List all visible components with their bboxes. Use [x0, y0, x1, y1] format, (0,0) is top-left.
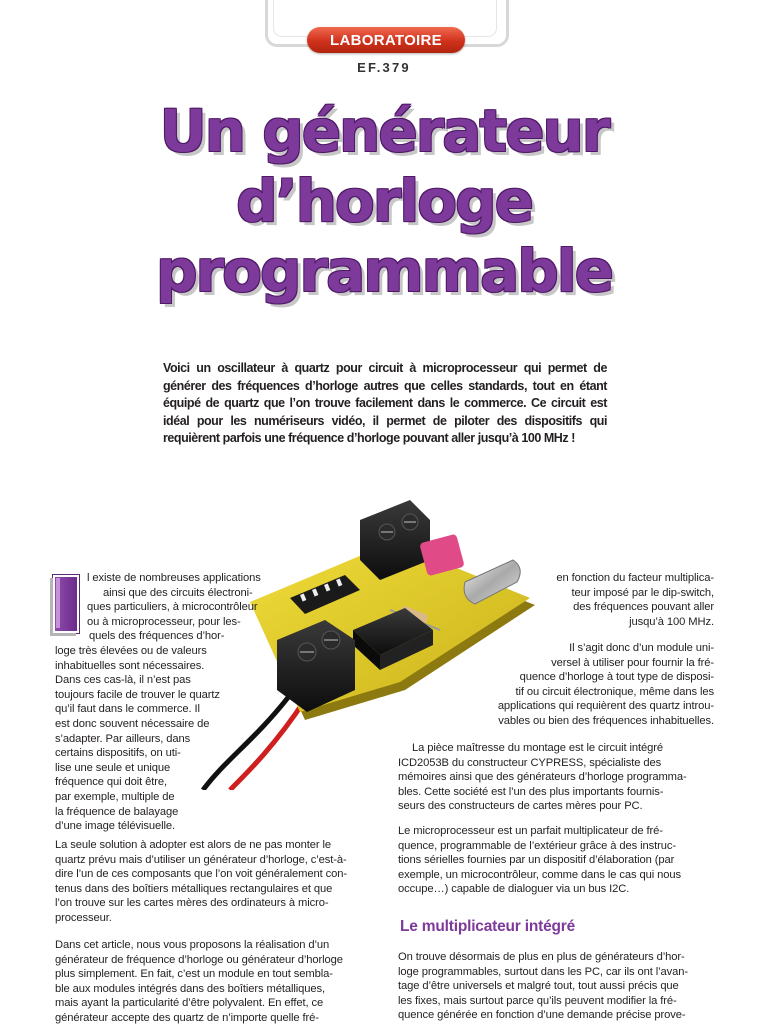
text-line: tif ou circuit électronique, même dans les [515, 685, 714, 698]
left-column-intro-cont [55, 644, 295, 834]
text-line: inhabituelles sont nécessaires. [55, 659, 205, 672]
title-line: programmable [156, 237, 612, 305]
text-line: vables ou bien des fréquences inhabituelles. [498, 714, 714, 727]
text-line: générateur de fréquence d’horloge ou générateur d’horloge [55, 953, 343, 966]
right-column-paragraph-3 [398, 741, 716, 814]
section-subheading: Le multiplicateur intégré [400, 918, 576, 935]
title-line: Un générateur [159, 97, 609, 165]
right-column-paragraph-5 [398, 950, 716, 1023]
text-line: processeur. [55, 911, 112, 924]
section-label-badge: LABORATOIRE [307, 27, 465, 53]
text-line: ou à microprocesseur, pour les- [87, 615, 241, 628]
text-line: les fixes, mais surtout parce qu’ils peuvent modifier la fré- [398, 994, 677, 1007]
text-line: occupe…) capable de dialoguer via un bus I2C. [398, 883, 630, 896]
text-line: applications qui requièrent des quartz introu- [497, 700, 714, 713]
text-line: ble aux modules intégrés dans des boîtiers métalliques, [55, 982, 325, 995]
text-line: exemple, un microcontrôleur, comme dans le cas qui nous [398, 868, 682, 881]
text-line: plus simplement. En fait, c’est un module en tout sembla- [55, 968, 333, 981]
text-line: la fréquence de balayage [55, 805, 179, 818]
text-line: d’une image télévisuelle. [55, 820, 176, 833]
right-column-paragraph-4 [398, 824, 716, 897]
text-line: tenus dans des boîtiers métalliques rectangulaires et que [55, 882, 333, 895]
left-column-intro [85, 571, 295, 644]
text-line: fréquence qui doit être, [55, 776, 168, 789]
text-line: quence, programmable de l’extérieur grâce à des instruc- [398, 839, 676, 852]
text-line: loge très élevées ou de valeurs [55, 645, 207, 657]
lead-line: générer des fréquences d’horloge autres que celles standards, tout en étant [163, 378, 607, 393]
text-line: certains dispositifs, on uti- [55, 747, 181, 760]
text-line: bles. Cette société est l’un des plus importants fournis- [398, 785, 664, 798]
drop-cap-highlight [56, 578, 60, 628]
text-line: On trouve désormais de plus en plus de générateurs d’hor- [398, 951, 685, 963]
text-line: toujours facile de trouver le quartz [55, 688, 220, 701]
text-line: ICD2053B du constructeur CYPRESS, spécialiste des [398, 756, 662, 769]
text-line: ques particuliers, à microcontrôleur [87, 601, 258, 614]
text-line: La pièce maîtresse du montage est le circuit intégré [412, 742, 664, 754]
text-line: seurs des constructeurs de cartes mères pour PC. [398, 800, 643, 813]
text-line: des fréquences pouvant aller [573, 601, 714, 614]
text-line: tions sérielles fournies par un dispositif d’élaboration (par [398, 854, 675, 867]
text-line: s’adapter. Par ailleurs, dans [55, 732, 191, 745]
text-line: en fonction du facteur multiplica- [556, 572, 714, 584]
left-column-paragraph-3 [55, 938, 375, 1026]
lead-line: requièrent parfois une fréquence d’horloge pouvant aller jusqu’à 100 MHz ! [163, 431, 575, 445]
lead-line: est idéal pour les numériseurs vidéo, il permet de piloter des dispositifs qui [163, 396, 607, 428]
text-line: teur imposé par le dip-switch, [571, 586, 714, 599]
text-line: qu’il faut dans le commerce. Il [55, 703, 200, 716]
lead-paragraph [163, 360, 607, 448]
left-column-paragraph-2 [55, 838, 375, 926]
text-line: tage d’être universels et malgré tout, tout aussi précis que [398, 980, 679, 993]
lead-line: Voici un oscillateur à quartz pour circuit à microprocesseur qui permet de [163, 361, 607, 375]
text-line: mémoires ainsi que des générateurs d’horloge programma- [398, 771, 687, 784]
text-line: mais ayant la particularité d’être polyvalent. En effet, ce [55, 997, 324, 1010]
article-reference: EF.379 [357, 60, 411, 75]
text-line: l’on trouve sur les cartes mères des ordinateurs à micro- [55, 897, 329, 910]
right-column-wrap-1 [500, 571, 714, 629]
text-line: l existe de nombreuses applications [87, 572, 261, 584]
title-line: d’horloge [236, 167, 532, 235]
right-column-wrap-2 [400, 641, 714, 729]
text-line: générateur accepte des quartz de n’importe quelle fré- [55, 1011, 319, 1024]
text-line: jusqu’à 100 MHz. [629, 615, 714, 628]
text-line: quels des fréquences d’hor- [89, 630, 225, 643]
text-line: quence d’horloge à tout type de disposi- [519, 671, 714, 684]
text-line: quence générée en fonction d’une demande précise prove- [398, 1009, 686, 1022]
text-line: Il s’agit donc d’un module uni- [569, 642, 714, 654]
text-line: quartz prévu mais d’utiliser un générateur d’horloge, c’est-à- [55, 853, 347, 866]
text-line: La seule solution à adopter est alors de ne pas monter le [55, 839, 332, 851]
article-title [100, 96, 668, 306]
text-line: Dans ces cas-là, il n’est pas [55, 674, 191, 687]
lead-line: équipé de quartz que l’on trouve facilement dans le commerce. Ce circuit [163, 396, 586, 410]
text-line: lise une seule et unique [55, 761, 171, 774]
text-line: versel à utiliser pour fournir la fré- [551, 656, 714, 669]
text-line: loge programmables, surtout dans les PC, car ils ont l’avan- [398, 965, 688, 978]
text-line: Dans cet article, nous vous proposons la réalisation d’un [55, 939, 330, 951]
text-line: Le microprocesseur est un parfait multiplicateur de fré- [398, 825, 663, 837]
text-line: est donc souvent nécessaire de [55, 717, 210, 730]
text-line: ainsi que des circuits électroni- [103, 586, 253, 599]
text-line: dire l’un de ces composants que l’on voit généralement con- [55, 868, 347, 881]
text-line: par exemple, multiple de [55, 790, 175, 803]
